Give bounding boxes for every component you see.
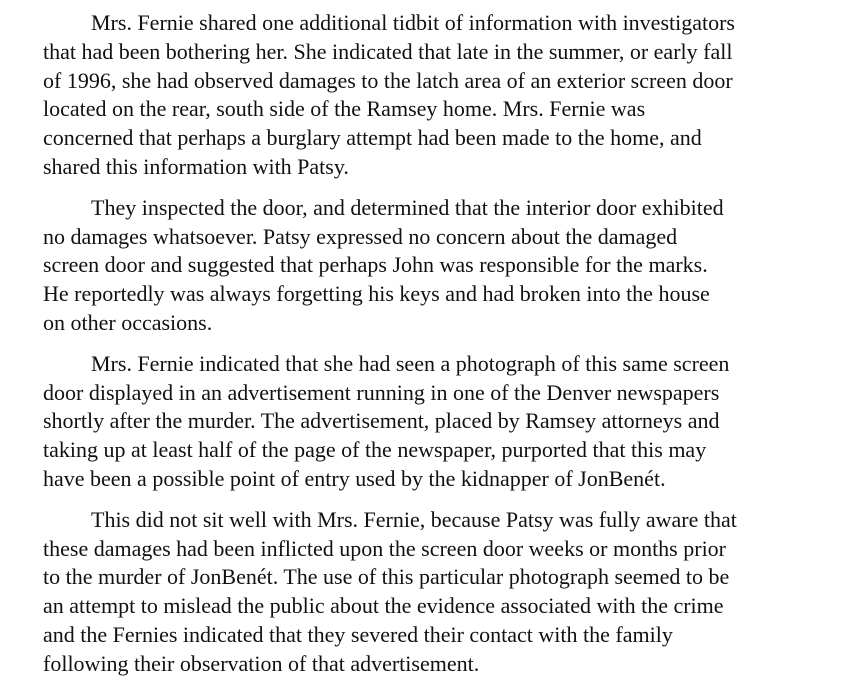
paragraph-4 bbox=[43, 506, 811, 679]
paragraph-line: door displayed in an advertisement running in one of the Denver newspapers bbox=[43, 379, 720, 405]
paragraph-3 bbox=[43, 350, 811, 494]
paragraph-line: an attempt to mislead the public about the evidence associated with the crime bbox=[43, 593, 724, 619]
paragraph-line: Mrs. Fernie indicated that she had seen a photograph of this same screen bbox=[91, 350, 730, 376]
paragraph-line: They inspected the door, and determined that the interior door exhibited bbox=[91, 194, 724, 220]
paragraph-line: screen door and suggested that perhaps John was responsible for the marks. bbox=[43, 252, 708, 278]
paragraph-line: no damages whatsoever. Patsy expressed no concern about the damaged bbox=[43, 223, 678, 249]
paragraph-line: following their observation of that advertisement. bbox=[43, 650, 480, 676]
paragraph-line: shared this information with Patsy. bbox=[43, 153, 349, 179]
paragraph-line: to the murder of JonBenét. The use of this particular photograph seemed to be bbox=[43, 564, 730, 590]
paragraph-line: that had been bothering her. She indicated that late in the summer, or early fall bbox=[43, 38, 733, 64]
paragraph-2 bbox=[43, 194, 811, 338]
paragraph-line: He reportedly was always forgetting his keys and had broken into the house bbox=[43, 281, 710, 307]
paragraph-line: and the Fernies indicated that they severed their contact with the family bbox=[43, 621, 673, 647]
paragraph-line: Mrs. Fernie shared one additional tidbit of information with investigators bbox=[91, 10, 735, 35]
paragraph-line: of 1996, she had observed damages to the latch area of an exterior screen door bbox=[43, 67, 733, 93]
paragraph-line: taking up at least half of the page of the newspaper, purported that this may bbox=[43, 437, 707, 463]
document-page bbox=[43, 9, 811, 691]
paragraph-line: have been a possible point of entry used by the kidnapper of JonBenét. bbox=[43, 465, 666, 491]
paragraph-line: concerned that perhaps a burglary attempt had been made to the home, and bbox=[43, 125, 702, 151]
paragraph-line: This did not sit well with Mrs. Fernie, because Patsy was fully aware that bbox=[91, 506, 737, 532]
paragraph-1 bbox=[43, 9, 811, 182]
paragraph-line: these damages had been inflicted upon the screen door weeks or months prior bbox=[43, 535, 727, 561]
paragraph-line: shortly after the murder. The advertisement, placed by Ramsey attorneys and bbox=[43, 408, 720, 434]
paragraph-line: on other occasions. bbox=[43, 309, 213, 335]
paragraph-line: located on the rear, south side of the Ramsey home. Mrs. Fernie was bbox=[43, 96, 646, 122]
